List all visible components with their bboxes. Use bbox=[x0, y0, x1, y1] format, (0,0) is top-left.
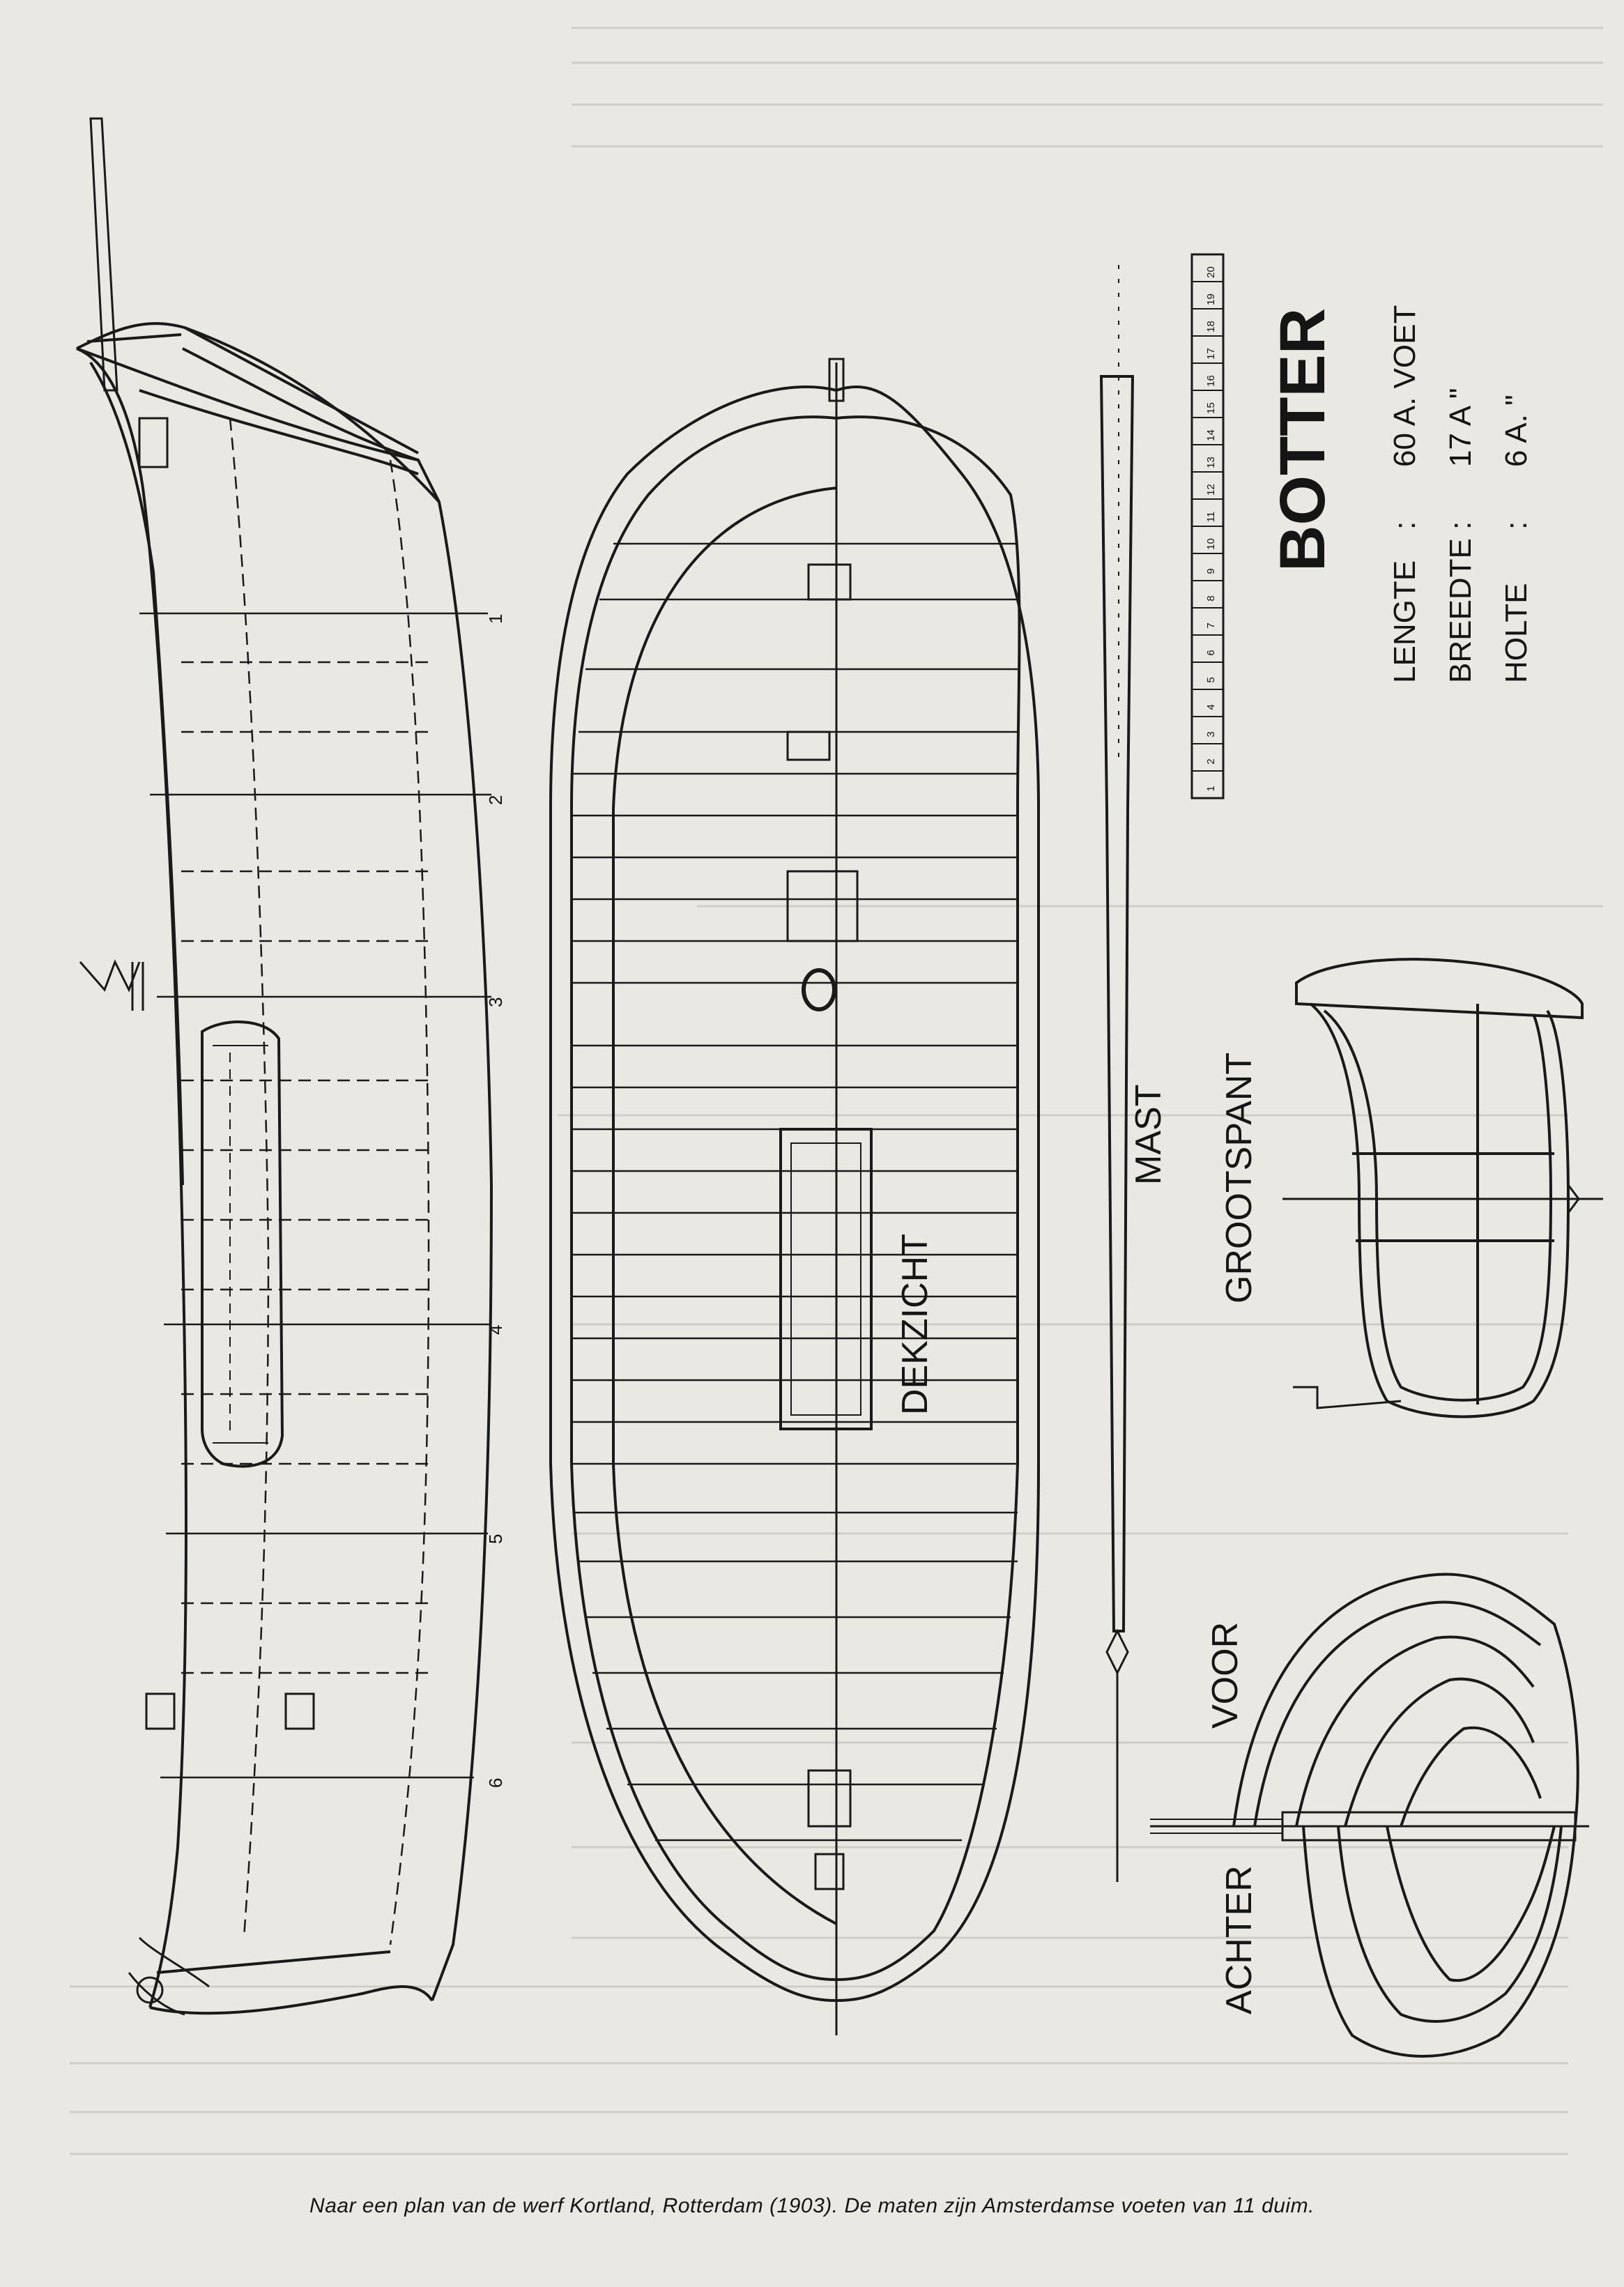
keel-line bbox=[77, 349, 186, 2007]
scale-number: 16 bbox=[1205, 375, 1217, 387]
scale-number: 2 bbox=[1205, 758, 1217, 765]
scale-number: 11 bbox=[1205, 511, 1217, 523]
scale-number: 14 bbox=[1205, 429, 1217, 441]
mast-hole bbox=[804, 970, 834, 1009]
scale-number: 13 bbox=[1205, 457, 1217, 468]
scale-number: 3 bbox=[1205, 731, 1217, 737]
rudder bbox=[129, 1938, 209, 2014]
dimension-value: 17 A " bbox=[1443, 388, 1478, 467]
scale-number: 15 bbox=[1205, 402, 1217, 414]
aft-label: ACHTER bbox=[1219, 1865, 1259, 2014]
fore-hatch bbox=[809, 565, 850, 599]
figure-caption: Naar een plan van de werf Kortland, Rotterdam (1903). De maten zijn Amsterdamse voeten van 11 duim. bbox=[309, 2194, 1315, 2217]
scale-number: 8 bbox=[1205, 595, 1217, 602]
mast-label: MAST bbox=[1128, 1084, 1169, 1185]
scale-number: 19 bbox=[1205, 293, 1217, 305]
stern bbox=[150, 1987, 432, 2013]
scale-number: 5 bbox=[1205, 677, 1217, 683]
scale-number: 4 bbox=[1205, 704, 1217, 710]
scale-number: 12 bbox=[1205, 484, 1217, 496]
vessel-title: BOTTER bbox=[1267, 307, 1338, 572]
dimension-separator: : bbox=[1499, 521, 1533, 530]
aft-hatch bbox=[809, 1770, 850, 1826]
scale-number: 20 bbox=[1205, 266, 1217, 278]
side-profile-view bbox=[77, 118, 491, 2014]
scale-bar bbox=[1192, 254, 1223, 798]
station-number: 1 bbox=[485, 613, 506, 624]
station-markers bbox=[485, 614, 506, 1788]
scale-number: 7 bbox=[1205, 622, 1217, 629]
fore-label: VOOR bbox=[1205, 1621, 1246, 1729]
scale-number: 10 bbox=[1205, 538, 1217, 550]
dimension-label: BREEDTE bbox=[1443, 538, 1478, 683]
station-number: 5 bbox=[485, 1533, 506, 1544]
station-number: 3 bbox=[485, 997, 506, 1007]
dimension-value: 6 A. " bbox=[1499, 395, 1533, 467]
deck-outline bbox=[551, 387, 1039, 2001]
cargo-hatch bbox=[781, 1129, 871, 1429]
midship-section-view bbox=[1282, 959, 1603, 1416]
mast-view bbox=[1101, 265, 1133, 1882]
station-number: 4 bbox=[485, 1324, 506, 1335]
scale-number: 18 bbox=[1205, 321, 1217, 332]
deck-view-label: DEKZICHT bbox=[895, 1234, 935, 1415]
station-number: 6 bbox=[485, 1777, 506, 1788]
dimension-value: 60 A. VOET bbox=[1388, 305, 1422, 467]
dimension-separator: : bbox=[1388, 521, 1422, 530]
midship-label: GROOTSPANT bbox=[1219, 1052, 1259, 1303]
scale-number: 9 bbox=[1205, 568, 1217, 574]
sheer-line bbox=[77, 349, 491, 2001]
leeboard bbox=[202, 1022, 282, 1467]
station-number: 2 bbox=[485, 795, 506, 805]
deck-view bbox=[551, 359, 1039, 2035]
mast-step bbox=[80, 962, 143, 1011]
scale-number: 1 bbox=[1205, 786, 1217, 792]
bowsprit bbox=[91, 118, 117, 390]
dimension-separator: : bbox=[1443, 521, 1478, 530]
dimension-label: LENGTE bbox=[1388, 560, 1422, 683]
scale-number: 17 bbox=[1205, 348, 1217, 360]
scale-number: 6 bbox=[1205, 650, 1217, 656]
dimension-label: HOLTE bbox=[1499, 583, 1533, 683]
dimensions-block bbox=[1388, 305, 1533, 683]
